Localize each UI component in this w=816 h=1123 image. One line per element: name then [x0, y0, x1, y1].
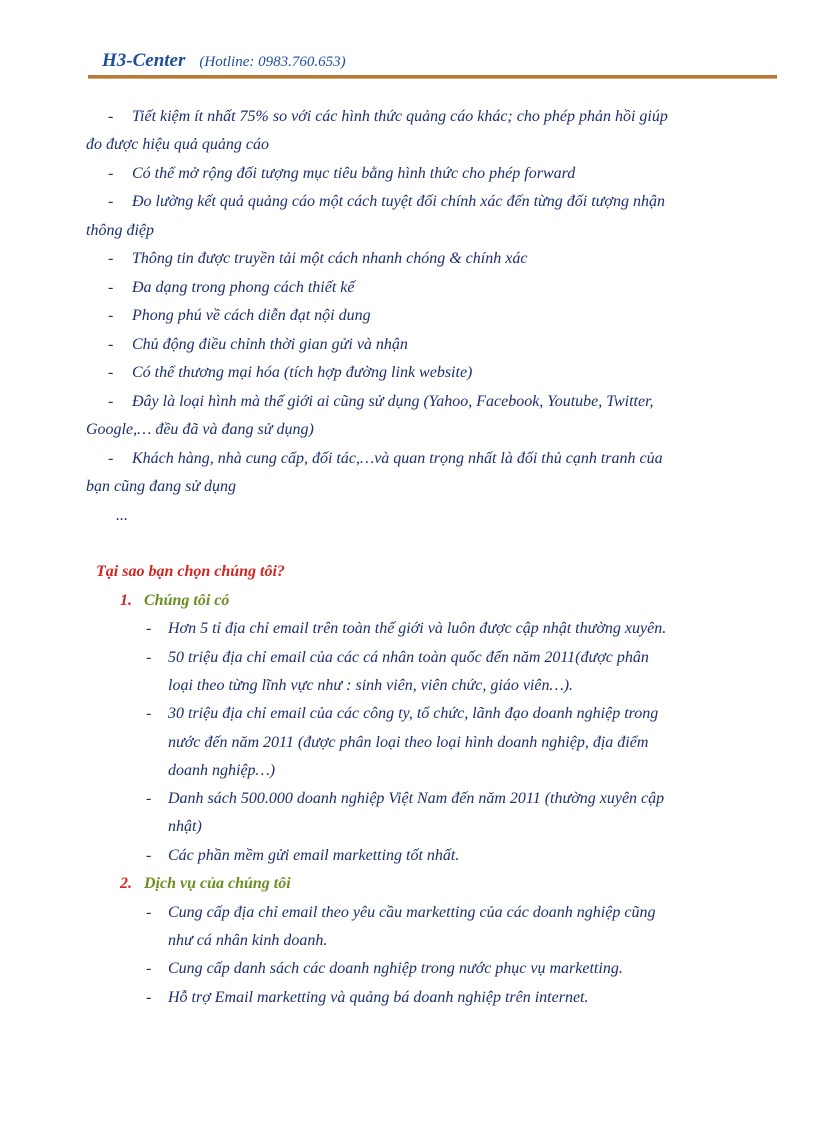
bullet-dash: - [108, 279, 114, 296]
list-item: 50 triệu địa chỉ email của các cá nhân toàn quốc đến năm 2011(được phân [168, 649, 649, 666]
list-item-continued: thông điệp [86, 222, 154, 239]
bullet-dash: - [108, 393, 114, 410]
list-item: Khách hàng, nhà cung cấp, đối tác,…và quan trọng nhất là đối thủ cạnh tranh của [132, 450, 663, 467]
bullet-dash: - [146, 989, 152, 1006]
list-item: Có thể mở rộng đối tượng mục tiêu bằng hình thức cho phép forward [132, 165, 576, 182]
ellipsis: ... [116, 507, 128, 524]
list-item: Đa dạng trong phong cách thiết kế [132, 279, 355, 296]
hotline-text: (Hotline: 0983.760.653) [199, 54, 346, 70]
subsection-heading: Dịch vụ của chúng tôi [144, 875, 291, 892]
list-item-continued: nước đến năm 2011 (được phân loại theo loại hình doanh nghiệp, địa điểm [168, 734, 649, 751]
list-item: 30 triệu địa chỉ email của các công ty, tổ chức, lãnh đạo doanh nghiệp trong [168, 705, 659, 722]
list-item-continued: đo được hiệu quả quảng cáo [86, 136, 270, 153]
list-item: Thông tin được truyền tải một cách nhanh chóng & chính xác [132, 250, 528, 267]
section-number: 2. [120, 875, 132, 892]
bullet-dash: - [146, 960, 152, 977]
bullet-dash: - [146, 649, 152, 666]
list-item: Cung cấp danh sách các doanh nghiệp trong nước phục vụ marketting. [168, 960, 623, 977]
bullet-dash: - [108, 108, 114, 125]
bullet-dash: - [108, 307, 114, 324]
list-item: Hơn 5 tỉ địa chỉ email trên toàn thế giới và luôn được cập nhật thường xuyên. [168, 620, 667, 637]
bullet-dash: - [108, 165, 114, 182]
section-number: 1. [120, 592, 132, 609]
list-item-continued: loại theo từng lĩnh vực như : sinh viên, viên chức, giáo viên…). [168, 677, 574, 694]
bullet-dash: - [108, 336, 114, 353]
bullet-dash: - [108, 193, 114, 210]
bullet-dash: - [108, 364, 114, 381]
list-item: Có thể thương mại hóa (tích hợp đường link website) [132, 364, 473, 381]
bullet-dash: - [146, 790, 152, 807]
list-item: Đo lường kết quả quảng cáo một cách tuyệt đối chính xác đến từng đối tượng nhận [132, 193, 665, 210]
bullet-dash: - [146, 620, 152, 637]
bullet-dash: - [146, 847, 152, 864]
list-item-continued: Google,… đều đã và đang sử dụng) [86, 421, 314, 438]
list-item-continued: như cá nhân kinh doanh. [168, 932, 328, 949]
bullet-dash: - [146, 904, 152, 921]
list-item: Danh sách 500.000 doanh nghiệp Việt Nam đến năm 2011 (thường xuyên cập [168, 790, 665, 807]
list-item-continued: bạn cũng đang sử dụng [86, 478, 237, 495]
header-divider [88, 75, 777, 79]
list-item-continued: doanh nghiệp…) [168, 762, 276, 779]
bullet-dash: - [146, 705, 152, 722]
bullet-dash: - [108, 450, 114, 467]
list-item-continued: nhật) [168, 818, 202, 835]
list-item: Chủ động điều chỉnh thời gian gửi và nhận [132, 336, 408, 353]
list-item: Phong phú về cách diễn đạt nội dung [132, 307, 371, 324]
brand-name: H3-Center [102, 50, 186, 71]
list-item: Đây là loại hình mà thế giới ai cũng sử dụng (Yahoo, Facebook, Youtube, Twitter, [132, 393, 654, 410]
list-item: Tiết kiệm ít nhất 75% so với các hình thức quảng cáo khác; cho phép phản hồi giúp [132, 108, 668, 125]
bullet-dash: - [108, 250, 114, 267]
subsection-heading: Chúng tôi có [144, 592, 230, 609]
list-item: Các phần mềm gửi email marketting tốt nhất. [168, 847, 460, 864]
list-item: Hỗ trợ Email marketting và quảng bá doanh nghiệp trên internet. [168, 989, 589, 1006]
list-item: Cung cấp địa chỉ email theo yêu cầu marketting của các doanh nghiệp cũng [168, 904, 656, 921]
section-heading: Tại sao bạn chọn chúng tôi? [96, 563, 285, 580]
page-header [102, 50, 346, 72]
